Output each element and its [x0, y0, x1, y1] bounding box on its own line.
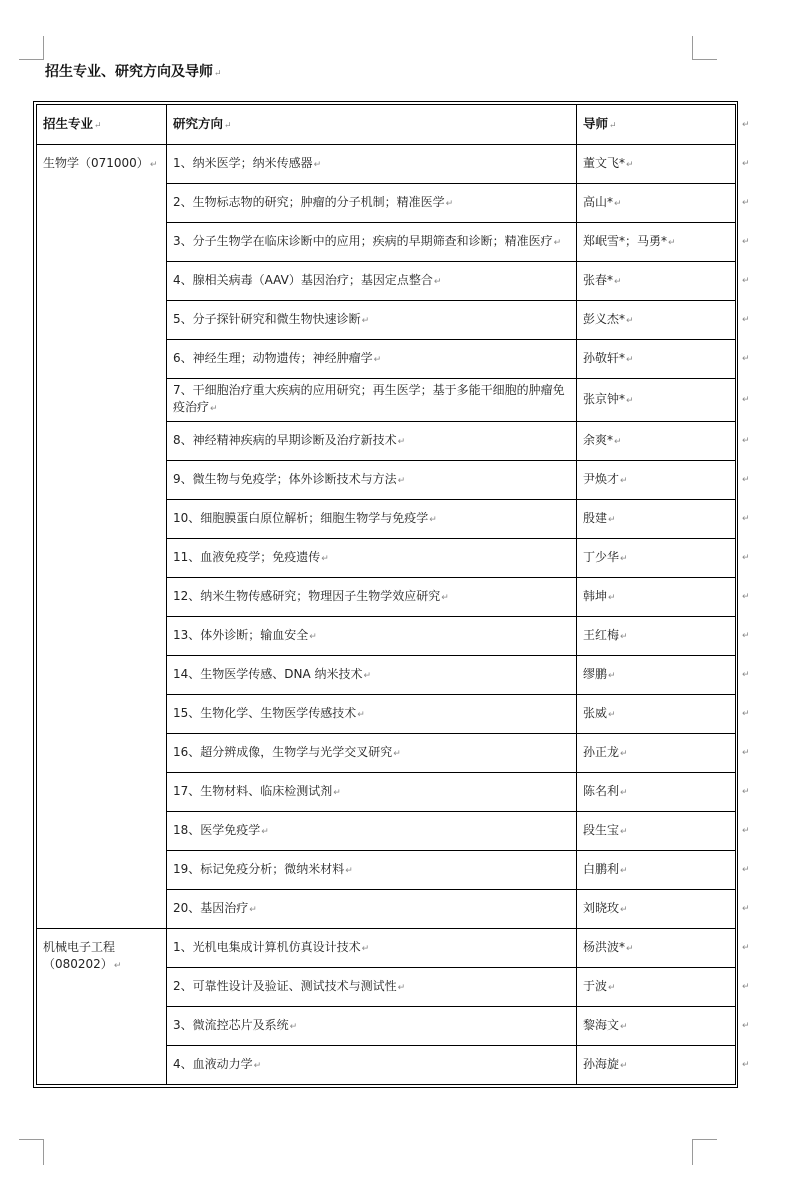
direction-cell — [167, 890, 577, 929]
advisor-cell — [577, 461, 736, 500]
paragraph-mark: ↵ — [94, 120, 102, 131]
paragraph-mark: ↵ — [608, 514, 616, 525]
row-end-mark: ↵ — [742, 354, 750, 364]
direction-cell — [167, 695, 577, 734]
paragraph-mark: ↵ — [224, 120, 232, 131]
paragraph-mark: ↵ — [361, 315, 370, 326]
advisor-name: 董文飞* — [583, 155, 626, 170]
direction-text: 13、体外诊断；输血安全 — [173, 627, 309, 642]
advisor-name: 孙海旋 — [583, 1056, 620, 1071]
paragraph-mark: ↵ — [361, 943, 370, 954]
direction-cell — [167, 340, 577, 379]
paragraph-mark: ↵ — [357, 709, 365, 720]
row-end-mark: ↵ — [742, 553, 750, 563]
direction-cell — [167, 461, 577, 500]
advisor-name: 丁少华 — [583, 549, 620, 564]
paragraph-mark: ↵ — [393, 748, 401, 759]
direction-text: 4、血液动力学 — [173, 1056, 253, 1071]
advisor-cell — [577, 578, 736, 617]
major-label: 机械电子工程（080202） — [43, 940, 116, 971]
direction-text: 3、微流控芯片及系统 — [173, 1017, 289, 1032]
paragraph-mark: ↵ — [620, 631, 628, 642]
advisor-name: 韩坤 — [583, 588, 608, 603]
paragraph-mark: ↵ — [249, 904, 257, 915]
paragraph-mark: ↵ — [445, 198, 454, 209]
row-end-mark: ↵ — [742, 631, 750, 641]
direction-text: 6、神经生理；动物遗传；神经肿瘤学 — [173, 350, 373, 365]
table-row — [37, 929, 736, 968]
paragraph-mark: ↵ — [210, 404, 218, 414]
row-end-mark: ↵ — [742, 315, 750, 325]
table-header-row — [37, 105, 736, 145]
direction-cell — [167, 500, 577, 539]
paragraph-mark: ↵ — [609, 120, 617, 131]
advisor-cell — [577, 617, 736, 656]
direction-text: 18、医学免疫学 — [173, 822, 261, 837]
advisor-cell — [577, 500, 736, 539]
major-label: 生物学（071000） — [43, 156, 149, 170]
advisor-cell — [577, 812, 736, 851]
advisor-cell — [577, 929, 736, 968]
advisor-cell — [577, 223, 736, 262]
paragraph-mark: ↵ — [620, 475, 628, 486]
direction-text: 19、标记免疫分析；微纳米材料 — [173, 861, 345, 876]
paragraph-mark: ↵ — [620, 787, 628, 798]
direction-cell — [167, 422, 577, 461]
direction-text: 17、生物材料、临床检测试剂 — [173, 783, 333, 798]
paragraph-mark: ↵ — [214, 69, 222, 79]
direction-text: 11、血液免疫学；免疫遗传 — [173, 549, 321, 564]
direction-text: 14、生物医学传感、DNA 纳米技术 — [173, 666, 363, 681]
row-end-mark: ↵ — [742, 826, 750, 836]
direction-text: 15、生物化学、生物医学传感技术 — [173, 705, 357, 720]
direction-cell — [167, 734, 577, 773]
paragraph-mark: ↵ — [620, 1060, 628, 1071]
direction-cell — [167, 379, 577, 422]
direction-text: 20、基因治疗 — [173, 900, 249, 915]
advisor-name: 彭义杰* — [583, 311, 626, 326]
advisor-name: 缪鹏 — [583, 666, 608, 681]
paragraph-mark: ↵ — [113, 961, 122, 971]
advisor-cell — [577, 262, 736, 301]
paragraph-mark: ↵ — [289, 1021, 298, 1032]
direction-cell — [167, 1007, 577, 1046]
paragraph-mark: ↵ — [608, 670, 616, 681]
advisor-cell — [577, 890, 736, 929]
advisor-cell — [577, 734, 736, 773]
row-end-mark: ↵ — [742, 436, 750, 446]
advisor-cell — [577, 145, 736, 184]
row-end-mark: ↵ — [742, 1060, 750, 1070]
advisor-cell — [577, 340, 736, 379]
paragraph-mark: ↵ — [608, 982, 616, 993]
advisor-name: 于波 — [583, 978, 608, 993]
paragraph-mark: ↵ — [397, 982, 406, 993]
direction-cell — [167, 617, 577, 656]
paragraph-mark: ↵ — [608, 592, 616, 603]
paragraph-mark: ↵ — [309, 631, 317, 642]
advisor-cell — [577, 301, 736, 340]
direction-cell — [167, 851, 577, 890]
row-end-mark: ↵ — [742, 1021, 750, 1031]
paragraph-mark: ↵ — [261, 826, 269, 837]
row-end-mark: ↵ — [742, 982, 750, 992]
advisor-name: 张威 — [583, 705, 608, 720]
advisor-cell — [577, 1046, 736, 1085]
row-end-mark: ↵ — [742, 709, 750, 719]
admissions-table — [33, 101, 738, 1088]
paragraph-mark: ↵ — [397, 475, 406, 486]
direction-cell — [167, 812, 577, 851]
row-end-mark: ↵ — [742, 159, 750, 169]
direction-text: 10、细胞膜蛋白原位解析；细胞生物学与免疫学 — [173, 510, 429, 525]
advisor-cell — [577, 851, 736, 890]
advisor-name: 张京钟* — [583, 391, 626, 406]
advisor-cell — [577, 184, 736, 223]
direction-text: 5、分子探针研究和微生物快速诊断 — [173, 311, 361, 326]
advisor-name: 王红梅 — [583, 627, 620, 642]
row-end-mark: ↵ — [742, 943, 750, 953]
direction-cell — [167, 773, 577, 812]
direction-cell — [167, 301, 577, 340]
advisor-name: 高山* — [583, 194, 614, 209]
direction-cell — [167, 929, 577, 968]
header-advisor-label: 导师 — [583, 115, 609, 131]
paragraph-mark: ↵ — [620, 865, 628, 876]
row-end-mark: ↵ — [742, 120, 750, 130]
row-end-mark: ↵ — [742, 198, 750, 208]
direction-text: 16、超分辨成像，生物学与光学交叉研究 — [173, 744, 393, 759]
paragraph-mark: ↵ — [397, 436, 406, 447]
advisor-name: 杨洪波* — [583, 939, 626, 954]
paragraph-mark: ↵ — [313, 159, 322, 170]
advisor-name: 孙正龙 — [583, 744, 620, 759]
direction-text: 2、生物标志物的研究；肿瘤的分子机制；精准医学 — [173, 194, 445, 209]
advisor-name: 段生宝 — [583, 822, 620, 837]
advisor-name: 白鹏利 — [583, 861, 620, 876]
advisor-name: 孙敬轩* — [583, 350, 626, 365]
paragraph-mark: ↵ — [433, 276, 442, 287]
advisor-name: 陈名利 — [583, 783, 620, 798]
paragraph-mark: ↵ — [626, 395, 634, 406]
advisor-name: 黎海文 — [583, 1017, 620, 1032]
document-title — [45, 61, 222, 81]
row-end-mark: ↵ — [742, 395, 750, 405]
paragraph-mark: ↵ — [614, 276, 622, 287]
paragraph-mark: ↵ — [149, 160, 158, 170]
advisor-name: 尹焕才 — [583, 471, 620, 486]
header-major — [37, 105, 167, 145]
paragraph-mark: ↵ — [363, 670, 372, 681]
major-cell — [37, 929, 167, 1085]
row-end-mark: ↵ — [742, 592, 750, 602]
direction-cell — [167, 968, 577, 1007]
advisor-name: 郑岷雪*；马勇* — [583, 233, 668, 248]
row-end-mark: ↵ — [742, 237, 750, 247]
advisor-cell — [577, 1007, 736, 1046]
paragraph-mark: ↵ — [614, 198, 622, 209]
advisor-cell — [577, 539, 736, 578]
paragraph-mark: ↵ — [626, 354, 634, 365]
direction-cell — [167, 578, 577, 617]
row-end-mark: ↵ — [742, 865, 750, 875]
row-end-mark: ↵ — [742, 904, 750, 914]
advisor-name: 余爽* — [583, 432, 614, 447]
advisor-cell — [577, 656, 736, 695]
row-end-mark: ↵ — [742, 276, 750, 286]
paragraph-mark: ↵ — [614, 436, 622, 447]
paragraph-mark: ↵ — [620, 748, 628, 759]
paragraph-mark: ↵ — [429, 514, 437, 525]
direction-text: 2、可靠性设计及验证、测试技术与测试性 — [173, 978, 397, 993]
paragraph-mark: ↵ — [441, 592, 449, 603]
header-major-label: 招生专业 — [43, 115, 94, 131]
advisor-cell — [577, 695, 736, 734]
paragraph-mark: ↵ — [620, 904, 628, 915]
direction-text: 8、神经精神疾病的早期诊断及治疗新技术 — [173, 432, 397, 447]
table-row — [37, 145, 736, 184]
major-cell — [37, 145, 167, 929]
paragraph-mark: ↵ — [321, 553, 329, 564]
paragraph-mark: ↵ — [333, 787, 341, 798]
admissions-grid — [36, 104, 736, 1085]
direction-cell — [167, 656, 577, 695]
header-direction — [167, 105, 577, 145]
advisor-cell — [577, 379, 736, 422]
header-direction-label: 研究方向 — [173, 115, 224, 131]
header-advisor — [577, 105, 736, 145]
direction-text: 7、干细胞治疗重大疾病的应用研究；再生医学；基于多能干细胞的肿瘤免疫治疗 — [173, 383, 565, 414]
advisor-cell — [577, 968, 736, 1007]
direction-text: 4、腺相关病毒（AAV）基因治疗；基因定点整合 — [173, 272, 433, 287]
direction-cell — [167, 262, 577, 301]
paragraph-mark: ↵ — [620, 1021, 628, 1032]
paragraph-mark: ↵ — [626, 315, 634, 326]
direction-cell — [167, 1046, 577, 1085]
direction-cell — [167, 145, 577, 184]
direction-cell — [167, 184, 577, 223]
direction-text: 9、微生物与免疫学；体外诊断技术与方法 — [173, 471, 397, 486]
advisor-cell — [577, 773, 736, 812]
paragraph-mark: ↵ — [253, 1060, 262, 1071]
direction-cell — [167, 539, 577, 578]
advisor-cell — [577, 422, 736, 461]
advisor-name: 张春* — [583, 272, 614, 287]
paragraph-mark: ↵ — [608, 709, 616, 720]
advisor-name: 殷建 — [583, 510, 608, 525]
row-end-mark: ↵ — [742, 475, 750, 485]
document-title-text: 招生专业、研究方向及导师 — [45, 64, 213, 80]
paragraph-mark: ↵ — [626, 943, 634, 954]
direction-text: 3、分子生物学在临床诊断中的应用；疾病的早期筛查和诊断；精准医疗 — [173, 233, 553, 248]
paragraph-mark: ↵ — [345, 865, 353, 876]
row-end-mark: ↵ — [742, 787, 750, 797]
row-end-mark: ↵ — [742, 514, 750, 524]
direction-cell — [167, 223, 577, 262]
direction-text: 12、纳米生物传感研究；物理因子生物学效应研究 — [173, 588, 441, 603]
paragraph-mark: ↵ — [553, 237, 562, 248]
row-end-mark: ↵ — [742, 748, 750, 758]
paragraph-mark: ↵ — [373, 354, 382, 365]
row-end-mark: ↵ — [742, 670, 750, 680]
paragraph-mark: ↵ — [668, 237, 676, 248]
paragraph-mark: ↵ — [620, 553, 628, 564]
direction-text: 1、光机电集成计算机仿真设计技术 — [173, 939, 361, 954]
paragraph-mark: ↵ — [620, 826, 628, 837]
paragraph-mark: ↵ — [626, 159, 634, 170]
advisor-name: 刘晓玫 — [583, 900, 620, 915]
direction-text: 1、纳米医学；纳米传感器 — [173, 155, 313, 170]
